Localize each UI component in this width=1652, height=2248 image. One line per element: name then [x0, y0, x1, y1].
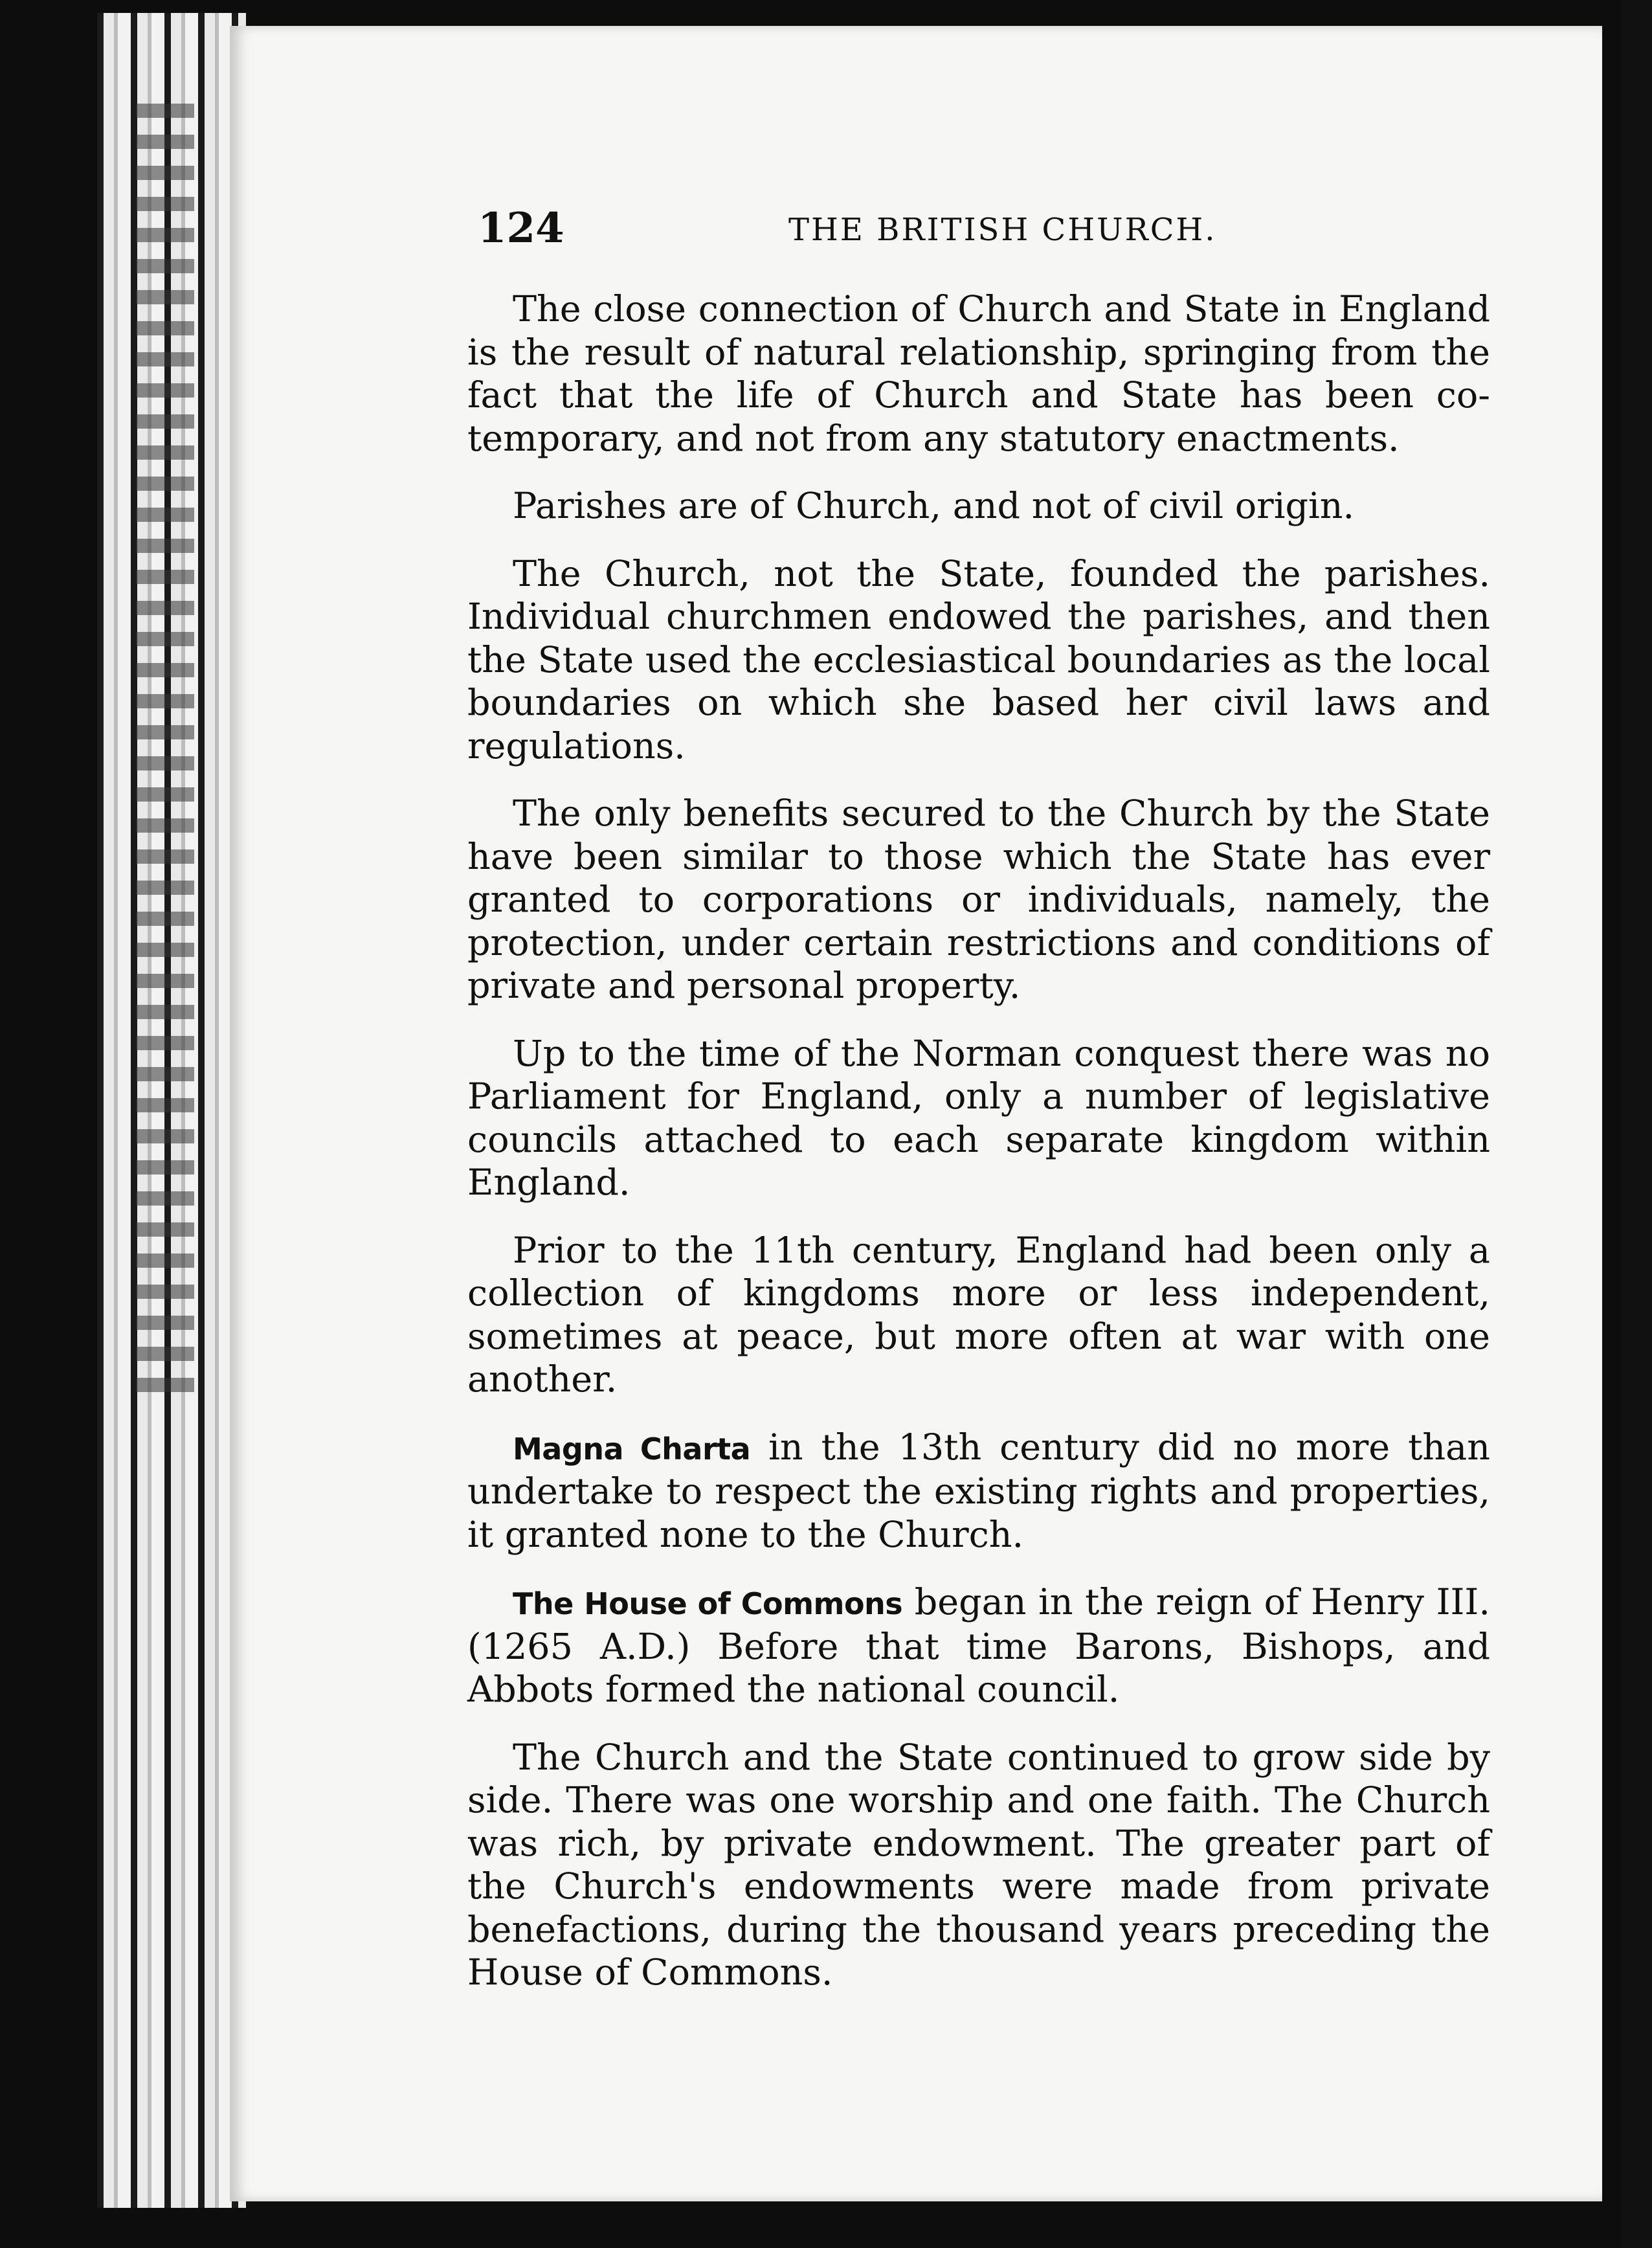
paragraph	[467, 553, 1490, 769]
paragraph	[467, 1581, 1490, 1712]
paragraph-text: in the 13th century did no more than undertake to respect the existing rights and properties, it granted none to the Church.	[467, 1426, 1491, 1556]
paragraph-text: The Church, not the State, founded the parishes. Individual churchmen endowed the parishes, and then the State used the ecclesiastical boundaries as the local boundaries on which she based her civil laws and regulations.	[467, 552, 1490, 767]
paragraph-text: The close connection of Church and State in England is the result of natural relationship, springing from the fact that the life of Church and State has been co-temporary, and not from any statutory enactments.	[467, 288, 1490, 460]
paragraph	[467, 1230, 1490, 1402]
paragraph-text: The only benefits secured to the Church by the State have been similar to those which the State has ever granted to corporations or individuals, namely, the protection, under certain restrictions and conditions of private and personal property.	[467, 792, 1490, 1007]
paragraph	[467, 1426, 1490, 1557]
paragraph-text: Parishes are of Church, and not of civil origin.	[513, 485, 1355, 527]
paragraph-text: began in the reign of Henry III. (1265 A.D.) Before that time Barons, Bishops, and Abbots formed the national council.	[467, 1581, 1490, 1711]
paragraph-text: The Church and the State continued to grow side by side. There was one worship and one faith. The Church was rich, by private endowment. The greater part of the Church's endowments were made from private benefactions, during the thousand years preceding the House of Commons.	[467, 1736, 1490, 1994]
paragraph	[467, 485, 1490, 528]
paragraph-lead: Magna Charta	[513, 1431, 751, 1467]
body-text	[467, 288, 1490, 2019]
page-title: THE BRITISH CHURCH.	[788, 212, 1217, 248]
paragraph	[467, 792, 1490, 1008]
paragraph-text: Up to the time of the Norman conquest there was no Parliament for England, only a number of legislative councils attached to each separate kingdom within England.	[467, 1032, 1490, 1204]
paragraph-text: Prior to the 11th century, England had been only a collection of kingdoms more or less independent, sometimes at peace, but more often at war with one another.	[467, 1229, 1490, 1400]
running-head	[478, 204, 1229, 262]
paragraph	[467, 1737, 1490, 1995]
page-number: 124	[478, 204, 564, 253]
paragraph	[467, 288, 1490, 460]
adjacent-page-print	[136, 104, 194, 1399]
paragraph	[467, 1033, 1490, 1205]
right-edge-shadow	[1621, 0, 1652, 2248]
paragraph-lead: The House of Commons	[513, 1586, 903, 1621]
